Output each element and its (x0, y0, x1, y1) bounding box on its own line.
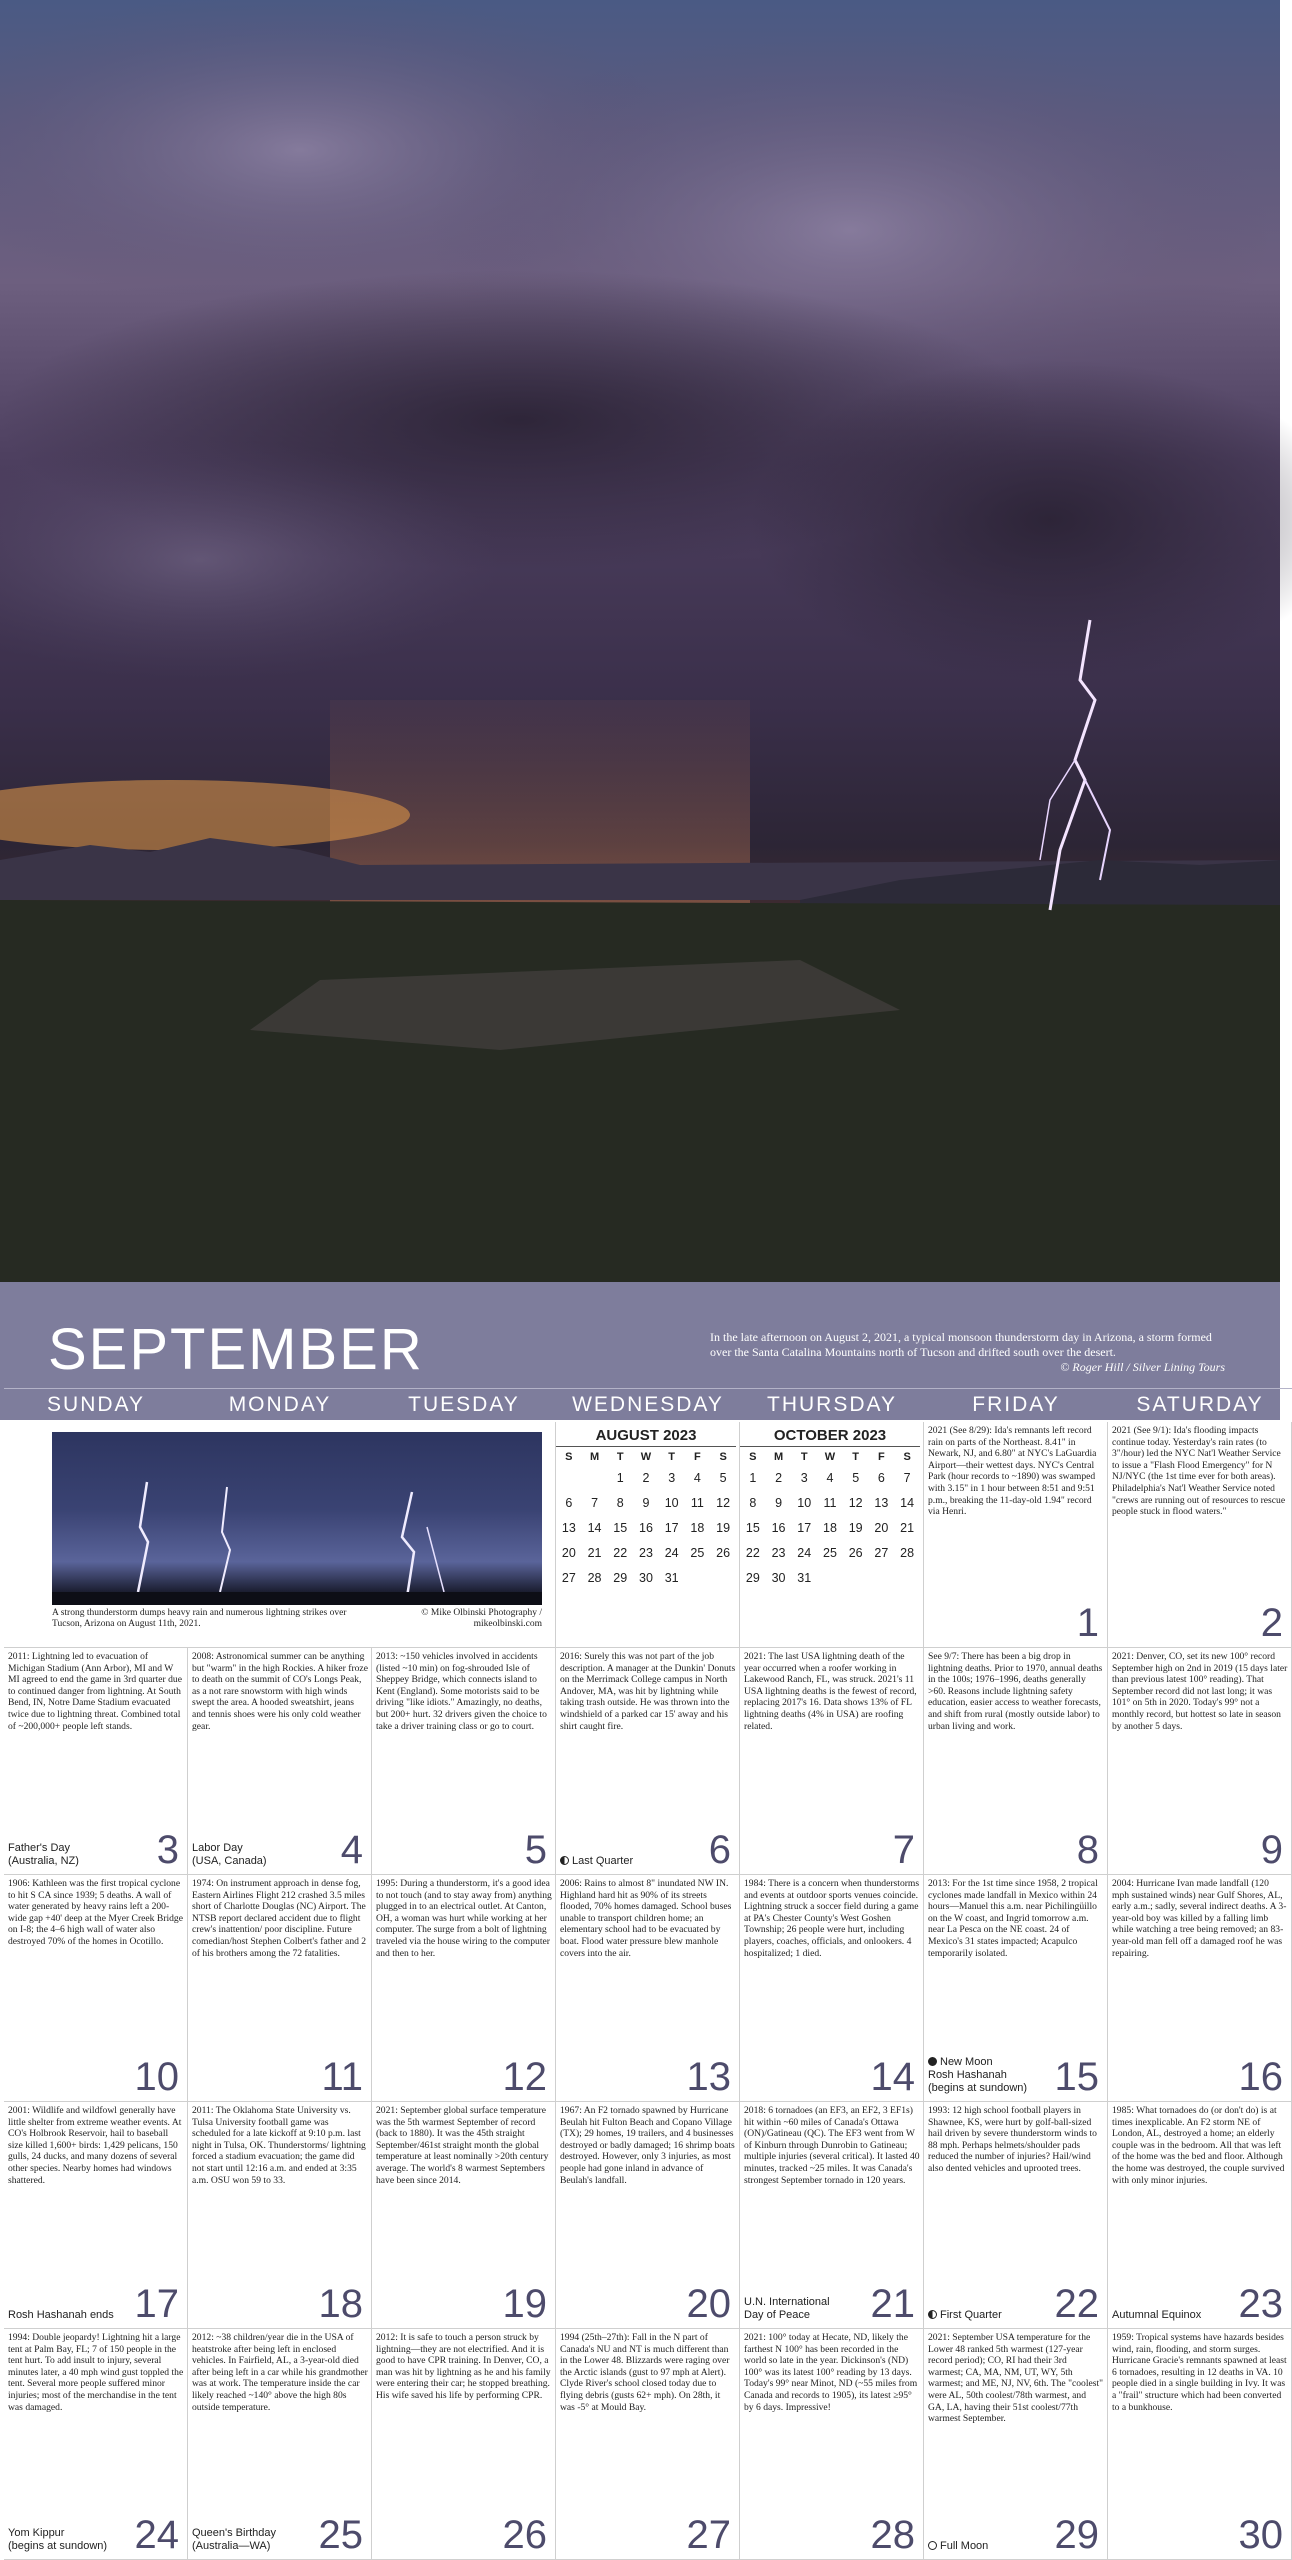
holiday-text: Rosh Hashanah ends (8, 2309, 114, 2321)
calendar-cell-day-20[interactable] (556, 2102, 740, 2329)
mini-day: 22 (613, 1545, 628, 1560)
day-fact-text: 2008: Astronomical summer can be anything but "warm" in the high Rockies. A hiker froze to death on the summit of CO's Longs Peak, as a not rare snowstorm with high winds swept the area. A hooded sweatshirt, jeans and tennis shoes were his only cold weather gear. (192, 1651, 368, 1732)
mini-day: 10 (664, 1495, 679, 1510)
holiday-label (8, 1842, 79, 1868)
day-number: 2 (1260, 1601, 1283, 1645)
day-number: 4 (340, 1828, 363, 1872)
calendar-cell-day-7[interactable] (740, 1648, 924, 1875)
calendar-cell-day-8[interactable] (924, 1648, 1108, 1875)
mini-day: 6 (565, 1495, 573, 1510)
day-number: 5 (524, 1828, 547, 1872)
weekday-monday: MONDAY (188, 1388, 372, 1420)
day-fact-text: 2001: Wildlife and wildfowl generally have little shelter from extreme weather events. At CO's Holbrook Reservoir, hail to baseball size killed 1,600+ birds: 1,429 pelicans, 150 gulls, 24 ducks, and many dozens of several other species. Nearby homes had windows shattered. (8, 2105, 182, 2186)
mini-day: 28 (587, 1570, 602, 1585)
holiday-label (928, 2309, 1002, 2322)
caption-text: In the late afternoon on August 2, 2021, a typical monsoon thunderstorm day in Arizona, a storm formed over the Santa Catalina Mountains north of Tucson and drifted south over the desert. (710, 1330, 1212, 1359)
calendar-cell-day-5[interactable] (372, 1648, 556, 1875)
calendar-cell-day-28[interactable] (740, 2329, 924, 2560)
mini-day: 26 (716, 1545, 731, 1560)
mini-day: 21 (587, 1545, 602, 1560)
mini-day: 20 (874, 1520, 889, 1535)
mini-day: 23 (771, 1545, 786, 1560)
mini-day: 5 (852, 1470, 860, 1485)
calendar-cell-day-17[interactable] (4, 2102, 188, 2329)
weekday-saturday: SATURDAY (1108, 1388, 1292, 1420)
calendar-cell-day-27[interactable] (556, 2329, 740, 2560)
mini-weekday-label: T (616, 1451, 624, 1463)
mini-weekday-label: M (589, 1451, 600, 1463)
day-fact-text: 1906: Kathleen was the first tropical cyclone to hit S CA since 1939; 5 deaths. A wall of water generated by heavy rains left a 200-wide gap +40' deep at the Myer Creek Bridge on I-8; the 4–6 high wall of water also destroyed 70% of the homes in Ocotillo. (8, 1878, 183, 1947)
caption-credit: © Roger Hill / Silver Lining Tours (1060, 1360, 1225, 1374)
mini-day: 20 (561, 1545, 576, 1560)
calendar-cell-day-29[interactable] (924, 2329, 1108, 2560)
mini-weekday-label: S (749, 1451, 757, 1463)
day-fact-text: 1959: Tropical systems have hazards besides wind, rain, flooding, and storm surges. Hurricane Gracie's remnants spawned at least 6 tornadoes, resulting in 12 deaths in VA. 10 people died in a single building in Ivy. It was a "frail" structure which had been converted to a bunkhouse. (1112, 2332, 1287, 2413)
hero-photo (0, 0, 1280, 1282)
holiday-label (560, 1855, 633, 1868)
holiday-label (8, 2527, 107, 2553)
mini-day: 16 (639, 1520, 653, 1535)
calendar-cell-day-19[interactable] (372, 2102, 556, 2329)
day-number: 3 (156, 1828, 179, 1872)
day-fact-text: 2021: The last USA lightning death of the year occurred when a roofer working in Lakewood Ranch, FL, was struck. 2021's 11 USA lightning deaths is the fewest of record, replacing 2017's 16. Data shows 13% of FL lightning deaths (4% in USA) are roofing related. (744, 1651, 917, 1732)
lightning-city-illustration (52, 1432, 542, 1605)
mini-calendar-august (556, 1426, 736, 1590)
holiday-text: Labor Day (USA, Canada) (192, 1842, 267, 1867)
month-title: SEPTEMBER (48, 1317, 424, 1382)
mini-weekday-label: T (852, 1451, 860, 1463)
mini-weekday-label: S (903, 1451, 911, 1463)
mini-day: 1 (616, 1470, 624, 1485)
day-fact-text: 2012: ~38 children/year die in the USA of heatstroke after being left in enclosed vehicles. In Fairfield, AL, a 3-year-old died after being left in a car while his grandmother was at work. The temperature inside the car likely reached ~140° above the high 80s outside temperature. (192, 2332, 368, 2413)
mini-weekday-label: S (565, 1451, 573, 1463)
calendar-cell-day-13[interactable] (556, 1875, 740, 2102)
mini-day: 13 (874, 1495, 889, 1510)
holiday-label (192, 2527, 276, 2553)
calendar-cell-day-23[interactable] (1108, 2102, 1292, 2329)
mini-day: 18 (823, 1520, 837, 1535)
day-fact-text: 2021: September global surface temperature was the 5th warmest September of record (back to 1880). It was the 45th straight September/461st straight month the global temperature at least nominally >20th century average. The world's 8 warmest Septembers have been since 2014. (376, 2105, 549, 2186)
day-fact-text: 2012: It is safe to touch a person struck by lightning—they are not electrified. And it is good to have CPR training. In Denver, CO, a man was hit by lightning as he and his family were entering their car; he stopped breathing. His wife saved his life by performing CPR. (376, 2332, 551, 2401)
day-number: 15 (1054, 2055, 1099, 2099)
mini-day: 16 (771, 1520, 786, 1535)
mini-day: 6 (877, 1470, 885, 1485)
mini-day: 24 (664, 1545, 679, 1560)
inset-caption-credit: © Mike Olbinski Photography / mikeolbinski.com (421, 1608, 542, 1629)
mini-day: 1 (749, 1470, 757, 1485)
mini-calendar-title: OCTOBER 2023 (740, 1426, 920, 1447)
quarter-moon-icon (928, 2310, 937, 2319)
day-fact-text: 2021: Denver, CO, set its new 100° record September high on 2nd in 2019 (15 days later than previous latest 100° reading). That September record did not last long; it was 101° on 5th in 2020. Today's 99° not a monthly record, but hottest so late in season by another 5 days. (1112, 1651, 1288, 1732)
mini-day (710, 1565, 736, 1590)
day-fact-text: 2006: Rains to almost 8" inundated NW IN. Highland hard hit as 90% of its streets flooded, 70% homes damaged. School buses unable to transport children home; an elementary school had to be evacuated by boat. Flood water pressure blew manhole covers into the air. (560, 1878, 732, 1959)
day-fact-text: 2021: September USA temperature for the Lower 48 ranked 5th warmest (127-year record period); CO, RI had their 3rd warmest; CA, MA, NM, UT, WY, 5th warmest; and ME, NJ, NV, 6th. The "coolest" were AL, 50th coolest/78th warmest, and GA, LA, having their 51st coolest/77th warmest September. (928, 2332, 1104, 2425)
day-fact-text: 2016: Surely this was not part of the job description. A manager at the Dunkin' Donuts on the Merrimack College campus in North Andover, MA, was hit by lightning while taking trash outside. He was thrown into the windshield of a parked car 15' away and his shirt caught fire. (560, 1651, 736, 1732)
weekday-sunday: SUNDAY (4, 1388, 188, 1420)
mini-day: 27 (561, 1570, 576, 1585)
mini-day: 7 (591, 1495, 599, 1510)
mini-calendar-title: AUGUST 2023 (556, 1426, 736, 1447)
mini-weekday-label: T (668, 1451, 676, 1463)
mini-day: 14 (587, 1520, 602, 1535)
mini-day: 26 (848, 1545, 863, 1560)
day-number: 8 (1076, 1828, 1099, 1872)
mini-day: 3 (668, 1470, 676, 1485)
mini-day: 15 (613, 1520, 628, 1535)
calendar-cell-day-15[interactable] (924, 1875, 1108, 2102)
inset-photo (52, 1432, 542, 1605)
day-fact-text: 1984: There is a concern when thunderstorms and events at outdoor sports venues coincide. Lightning struck a soccer field during a game at PA's Chester County's West Goshen Township; 26 people were hurt, including players, coaches, officials, and onlookers. 4 hospitalized; 1 died. (744, 1878, 920, 1959)
day-number: 14 (870, 2055, 915, 2099)
day-number: 22 (1054, 2282, 1099, 2326)
day-fact-text: 2021: 100° today at Hecate, ND, likely the farthest N 100° has been recorded in the world so late in the year. Dickinson's (ND) 100° was its latest 100° reading by 13 days. Today's 99° near Minot, ND (~55 miles from Canada and records to 1905), its latest ≥95° by 6 days. Impressive! (744, 2332, 918, 2413)
mini-day: 11 (823, 1495, 837, 1510)
mini-day: 29 (613, 1570, 628, 1585)
calendar-cell-day-11[interactable] (188, 1875, 372, 2102)
mini-weekday-label: W (640, 1451, 652, 1463)
mini-weekday-label: T (800, 1451, 808, 1463)
mini-day: 27 (874, 1545, 889, 1560)
day-number: 20 (686, 2282, 731, 2326)
calendar-cell-day-21[interactable] (740, 2102, 924, 2329)
mini-day: 8 (616, 1495, 624, 1510)
calendar-cell-day-30[interactable] (1108, 2329, 1292, 2560)
mini-day (817, 1565, 843, 1590)
mini-day: 30 (771, 1570, 786, 1585)
day-number: 24 (134, 2513, 179, 2557)
day-number: 7 (892, 1828, 915, 1872)
mini-day: 18 (690, 1520, 705, 1535)
weekday-header-row (0, 1388, 1280, 1420)
mini-day: 7 (903, 1470, 911, 1485)
day-number: 17 (134, 2282, 179, 2326)
weekday-friday: FRIDAY (924, 1388, 1108, 1420)
day-fact-text: 2018: 6 tornadoes (an EF3, an EF2, 3 EF1s) hit within ~60 miles of Canada's Ottawa (ON)/Gatineau (QC). The EF3 went from W of Kinburn through Dunrobin to Gatineau; multiple injuries (several critical). It lasted 40 minutes, tracked ~25 miles. It was Canada's strongest September tornado in 120 years. (744, 2105, 920, 2186)
photo-caption (710, 1330, 1225, 1375)
holiday-label (1112, 2309, 1201, 2322)
mini-day: 28 (900, 1545, 915, 1560)
mini-day: 21 (900, 1520, 915, 1535)
day-number: 27 (686, 2513, 731, 2557)
mini-day: 13 (561, 1520, 576, 1535)
mini-calendar-october (740, 1426, 920, 1590)
calendar-cell-day-25[interactable] (188, 2329, 372, 2560)
mini-day: 24 (797, 1545, 812, 1560)
holiday-text: Father's Day (Australia, NZ) (8, 1842, 79, 1867)
mini-day (685, 1565, 711, 1590)
mini-day (869, 1565, 895, 1590)
calendar-cell-day-26[interactable] (372, 2329, 556, 2560)
day-fact-text: 2004: Hurricane Ivan made landfall (120 mph sustained winds) near Gulf Shores, AL, early a.m.; sadly, several indirect deaths. A 3-year-old boy was killed by a falling limb while watching a tree being removed; an 83-year-old man fell off a damaged roof he was repairing. (1112, 1878, 1287, 1959)
mini-day (582, 1465, 608, 1490)
mini-day: 31 (664, 1570, 679, 1585)
day-number: 26 (502, 2513, 547, 2557)
holiday-text: First Quarter (940, 2309, 1002, 2321)
day-fact-text: 1985: What tornadoes do (or don't do) is at times inexplicable. An F2 storm NE of London, AL, destroyed a home; an elderly couple was in the bedroom. All that was left of the home was the bed and floor. Although the home was destroyed, the couple survived with only minor injuries. (1112, 2105, 1285, 2186)
calendar-cell-day-2[interactable] (1108, 1422, 1292, 1648)
mini-day: 30 (639, 1570, 653, 1585)
day-number: 18 (318, 2282, 363, 2326)
day-fact-text: 1994: Double jeopardy! Lightning hit a large tent at Palm Bay, FL; 7 of 150 people in the tent hurt. To add insult to injury, several minutes later, a 40 mph wind gust toppled the tent. Several more people suffered minor injuries; most of the merchandise in the tent was damaged. (8, 2332, 184, 2413)
quarter-moon-icon (560, 1856, 569, 1865)
holiday-text: U.N. International Day of Peace (744, 2296, 830, 2321)
mini-weekday-label: F (878, 1451, 885, 1463)
mini-day: 12 (716, 1495, 731, 1510)
calendar-cell-day-22[interactable] (924, 2102, 1108, 2329)
day-number: 9 (1260, 1828, 1283, 1872)
mini-day: 22 (745, 1545, 760, 1560)
mini-weekday-label: M (773, 1451, 784, 1463)
mini-day: 29 (745, 1570, 760, 1585)
day-number: 6 (708, 1828, 731, 1872)
mini-day: 31 (797, 1570, 812, 1585)
mini-day: 2 (775, 1470, 783, 1485)
day-number: 11 (321, 2055, 363, 2099)
calendar-cell-day-1[interactable] (924, 1422, 1108, 1648)
mini-day: 23 (639, 1545, 653, 1560)
day-number: 13 (686, 2055, 731, 2099)
day-fact-text: 2013: ~150 vehicles involved in accidents (listed ~10 min) on fog-shrouded Isle of Sheppey Bridge, which connects island to Kent (England). Some motorists said to be driving "like idiots." Amazingly, no deaths, but 200+ hurt. 32 drivers given the choice to take a driver training class or go to court. (376, 1651, 547, 1732)
new-moon-icon (928, 2057, 937, 2066)
day-number: 1 (1076, 1601, 1099, 1645)
day-number: 12 (502, 2055, 547, 2099)
mini-day: 5 (719, 1470, 727, 1485)
mini-day: 3 (800, 1470, 808, 1485)
mini-day (843, 1565, 869, 1590)
day-fact-text: 2011: Lightning led to evacuation of Michigan Stadium (Ann Arbor), MI and W MI agreed to end the game in 3rd quarter due to continued danger from lightning. At South Bend, IN, Notre Dame Stadium evacuated twice due to lightning threat. Combined total of ~200,000+ people left stands. (8, 1651, 182, 1732)
calendar-cell-day-14[interactable] (740, 1875, 924, 2102)
mini-day: 17 (797, 1520, 812, 1535)
mini-day: 17 (664, 1520, 679, 1535)
mini-day: 2 (642, 1470, 650, 1485)
calendar-cell-day-12[interactable] (372, 1875, 556, 2102)
mini-day: 15 (745, 1520, 760, 1535)
full-moon-icon (928, 2541, 937, 2550)
mini-weekday-label: F (694, 1451, 701, 1463)
holiday-text: Queen's Birthday (Australia—WA) (192, 2527, 277, 2552)
day-fact-text: 2021 (See 8/29): Ida's remnants left record rain on parts of the Northeast. 8.41" in Newark, NJ, and 6.80" at NYC's LaGuardia Airport—their wettest days. NYC's Central Park (hour records to ~1890) was swamped with 3.15" in 1 hour between 8:51 and 9:51 p.m., breaking the 11-day-old 1.94" record via Henri. (928, 1425, 1097, 1518)
day-number: 30 (1238, 2513, 1283, 2557)
calendar-cell-day-3[interactable] (4, 1648, 188, 1875)
calendar-cell-day-16[interactable] (1108, 1875, 1292, 2102)
day-fact-text: 1974: On instrument approach in dense fog, Eastern Airlines Flight 212 crashed 3.5 miles short of Charlotte Douglas (NC) Airport. The NTSB report declared accident due to flight crew's inattention/ poor discipline. Future comedian/host Stephen Colbert's father and 2 of his brothers among the 72 fatalities. (192, 1878, 367, 1959)
weekday-thursday: THURSDAY (740, 1388, 924, 1420)
mini-day: 10 (797, 1495, 812, 1510)
day-fact-text: 1995: During a thunderstorm, it's a good idea to not touch (and to stay away from) anything plugged in to an electrical outlet. At Canton, OH, a woman was hurt while working at her computer. The surge from a bolt of lightning traveled via the house wiring to the computer and then to her. (376, 1878, 552, 1959)
day-fact-text: 1993: 12 high school football players in Shawnee, KS, were hurt by golf-ball-sized hail driven by severe thunderstorm winds to 88 mph. Perhaps helmets/shoulder pads reduced the number of injuries? Hail/wind also dented vehicles and uprooted trees. (928, 2105, 1097, 2174)
calendar-cell-day-24[interactable] (4, 2329, 188, 2560)
holiday-text: Full Moon (940, 2540, 989, 2552)
mini-calendar-table (556, 1449, 736, 1590)
mini-day: 4 (693, 1470, 701, 1485)
holiday-text: New Moon Rosh Hashanah (begins at sundown) (928, 2056, 1028, 2094)
day-fact-text: See 9/7: There has been a big drop in lightning deaths. Prior to 1970, annual deaths in the 100s; 1976–1996, deaths generally >60. Reasons include lightning safety education, easier access to weather forecasts, and shift from rural (mostly outside labor) to urban living and work. (928, 1651, 1103, 1732)
calendar-cell-day-18[interactable] (188, 2102, 372, 2329)
calendar-cell-day-6[interactable] (556, 1648, 740, 1875)
mini-weekday-label: S (719, 1451, 727, 1463)
mini-day: 14 (900, 1495, 915, 1510)
calendar-cell-day-10[interactable] (4, 1875, 188, 2102)
weekday-wednesday: WEDNESDAY (556, 1388, 740, 1420)
mini-day: 11 (690, 1495, 704, 1510)
day-number: 10 (134, 2055, 179, 2099)
mini-day: 8 (749, 1495, 757, 1510)
day-fact-text: 1967: An F2 tornado spawned by Hurricane Beulah hit Fulton Beach and Copano Village (TX); 29 homes, 19 trailers, and 4 businesses destroyed or badly damaged; 16 shrimp boats destroyed. However, only 3 injuries, as most people had gone inland in advance of Beulah's landfall. (560, 2105, 735, 2186)
calendar-cell-day-4[interactable] (188, 1648, 372, 1875)
holiday-text: Yom Kippur (begins at sundown) (8, 2527, 108, 2552)
weekday-tuesday: TUESDAY (372, 1388, 556, 1420)
day-fact-text: 2011: The Oklahoma State University vs. Tulsa University football game was scheduled for a late kickoff at 9:10 p.m. last night in Tulsa, OK. Thunderstorms/ lightning forced a stadium evacuation; the game did not start until 12:16 a.m. and ended at 3:35 a.m. OSU won 59 to 33. (192, 2105, 366, 2186)
holiday-label (744, 2296, 830, 2322)
mini-day (894, 1565, 920, 1590)
holiday-text: Last Quarter (572, 1855, 634, 1867)
holiday-label (8, 2309, 114, 2322)
mini-day: 9 (642, 1495, 650, 1510)
day-fact-text: 2021 (See 9/1): Ida's flooding impacts continue today. Yesterday's rain rates (to 3"/hour) led the NYC Nat'l Weather Service to issue a "Flash Flood Emergency" for N NJ/NYC (the 1st time ever for both areas). Philadelphia's Nat'l Weather Service noted "crews are running out of resources to rescue people stuck in flood waters." (1112, 1425, 1286, 1518)
mini-calendar-table (740, 1449, 920, 1590)
mini-day (556, 1465, 582, 1490)
day-number: 21 (870, 2282, 915, 2326)
day-fact-text: 2013: For the 1st time since 1958, 2 tropical cyclones made landfall in Mexico within 24 hours—Manuel this a.m. near Pichilingüillo on the W coast, and Ingrid tomorrow a.m. near La Pesca on the NE coast. 24 of Mexico's 31 states impacted; Acapulco temporarily isolated. (928, 1878, 1098, 1959)
storm-landscape-illustration (0, 0, 1280, 1282)
day-number: 25 (318, 2513, 363, 2557)
mini-day: 19 (716, 1520, 731, 1535)
day-fact-text: 1994 (25th–27th): Fall in the N part of Canada's NU and NT is much different than in the Lower 48. Blizzards were raging over the Arctic islands (gust to 97 mph at Alert). Clyde River's school closed today due to flying debris (gusts 62+ mph). On 28th, it was -5° at Mould Bay. (560, 2332, 730, 2413)
day-number: 23 (1238, 2282, 1283, 2326)
mini-day: 25 (823, 1545, 837, 1560)
holiday-label (928, 2540, 988, 2553)
mini-day: 9 (775, 1495, 783, 1510)
day-number: 28 (870, 2513, 915, 2557)
holiday-text: Autumnal Equinox (1112, 2309, 1202, 2321)
day-number: 19 (502, 2282, 547, 2326)
calendar-cell-day-9[interactable] (1108, 1648, 1292, 1875)
mini-weekday-label: W (824, 1451, 836, 1463)
mini-day: 25 (690, 1545, 705, 1560)
inset-caption-text: A strong thunderstorm dumps heavy rain and numerous lightning strikes over Tucson, Arizona on August 11th, 2021. (52, 1608, 347, 1629)
day-number: 29 (1054, 2513, 1099, 2557)
mini-day: 4 (826, 1470, 834, 1485)
holiday-label (192, 1842, 267, 1868)
mini-day: 19 (848, 1520, 863, 1535)
mini-day: 12 (848, 1495, 863, 1510)
day-number: 16 (1238, 2055, 1283, 2099)
holiday-label (928, 2056, 1027, 2095)
